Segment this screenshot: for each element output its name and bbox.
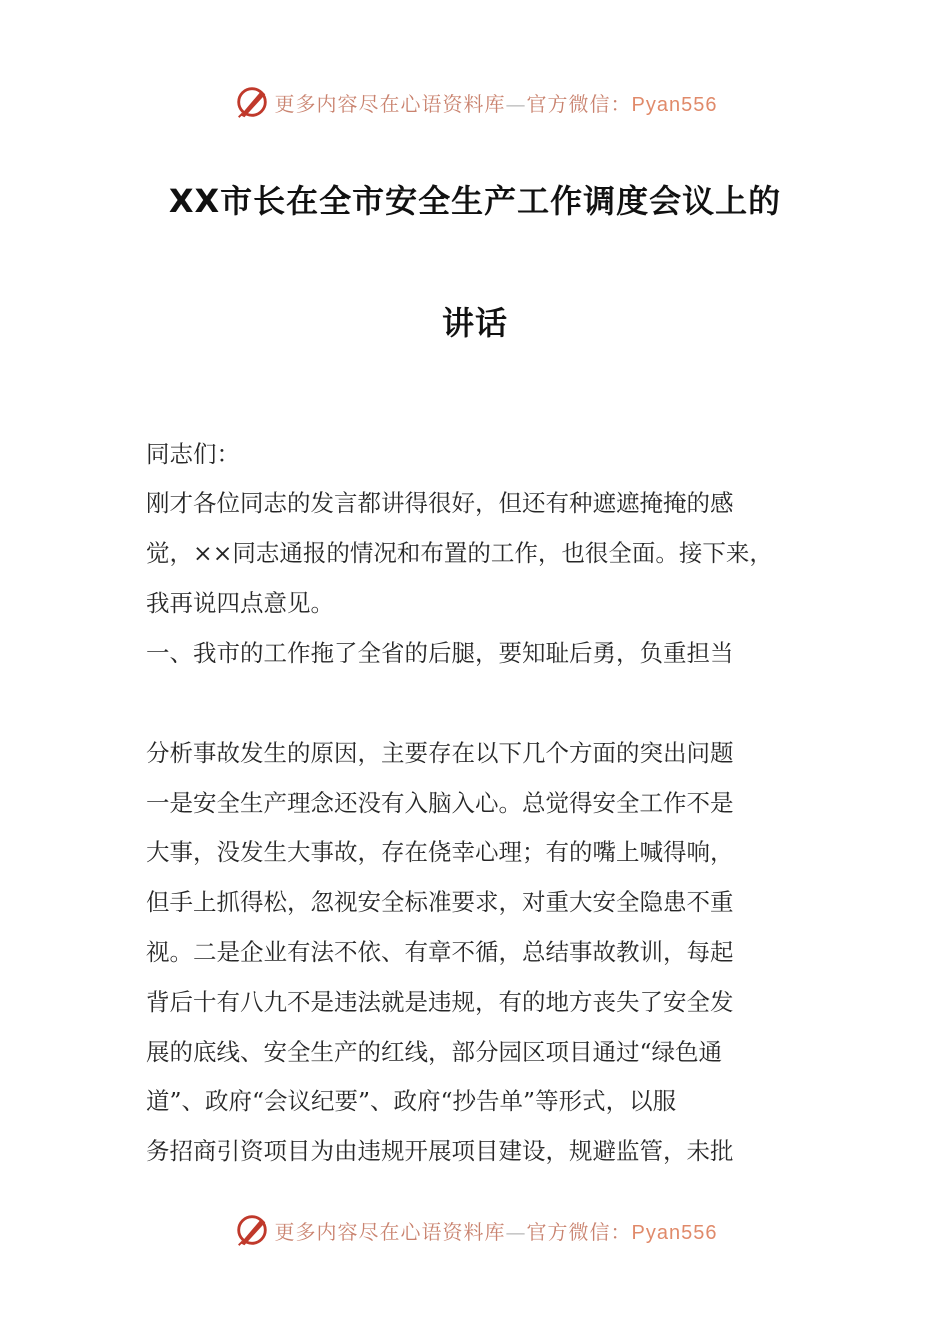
- section-heading-1: 一、我市的工作拖了全省的后腿，要知耻后勇，负重担当: [146, 639, 734, 667]
- body-line: 背后十有八九不是违法就是违规，有的地方丧失了安全发: [146, 988, 734, 1016]
- body-line: 务招商引资项目为由违规开展项目建设，规避监管，未批: [146, 1137, 734, 1165]
- header-banner-text: 更多内容尽在心语资料库—官方微信：Pyan556: [274, 91, 718, 116]
- body-line: 大事，没发生大事故，存在侥幸心理；有的嘴上喊得响，: [146, 838, 734, 866]
- body-line: 道”、政府“会议纪要”、政府“抄告单”等形式，以服: [146, 1087, 677, 1115]
- quill-pen-logo-icon: [233, 83, 271, 121]
- body-line: 但手上抓得松，忽视安全标准要求，对重大安全隐患不重: [146, 888, 734, 916]
- header-banner: [0, 82, 950, 122]
- footer-banner: [0, 1210, 950, 1250]
- body-line: 刚才各位同志的发言都讲得很好，但还有种遮遮掩掩的感: [146, 489, 734, 517]
- body-line: 分析事故发生的原因，主要存在以下几个方面的突出问题: [146, 739, 734, 767]
- salutation: 同志们：: [146, 440, 240, 468]
- document-title-line-2: 讲话: [441, 304, 508, 342]
- body-line: 一是安全生产理念还没有入脑入心。总觉得安全工作不是: [146, 789, 734, 817]
- body-line: 我再说四点意见。: [146, 589, 334, 617]
- body-line: 视。二是企业有法不依、有章不循，总结事故教训，每起: [146, 938, 734, 966]
- quill-pen-logo-icon: [233, 1211, 271, 1249]
- body-line: 觉，××同志通报的情况和布置的工作，也很全面。接下来，: [146, 539, 773, 567]
- body-line: 展的底线、安全生产的红线，部分园区项目通过“绿色通: [146, 1038, 723, 1066]
- footer-banner-text: 更多内容尽在心语资料库—官方微信：Pyan556: [274, 1219, 718, 1244]
- document-title-line-1: XX市长在全市安全生产工作调度会议上的: [168, 182, 782, 220]
